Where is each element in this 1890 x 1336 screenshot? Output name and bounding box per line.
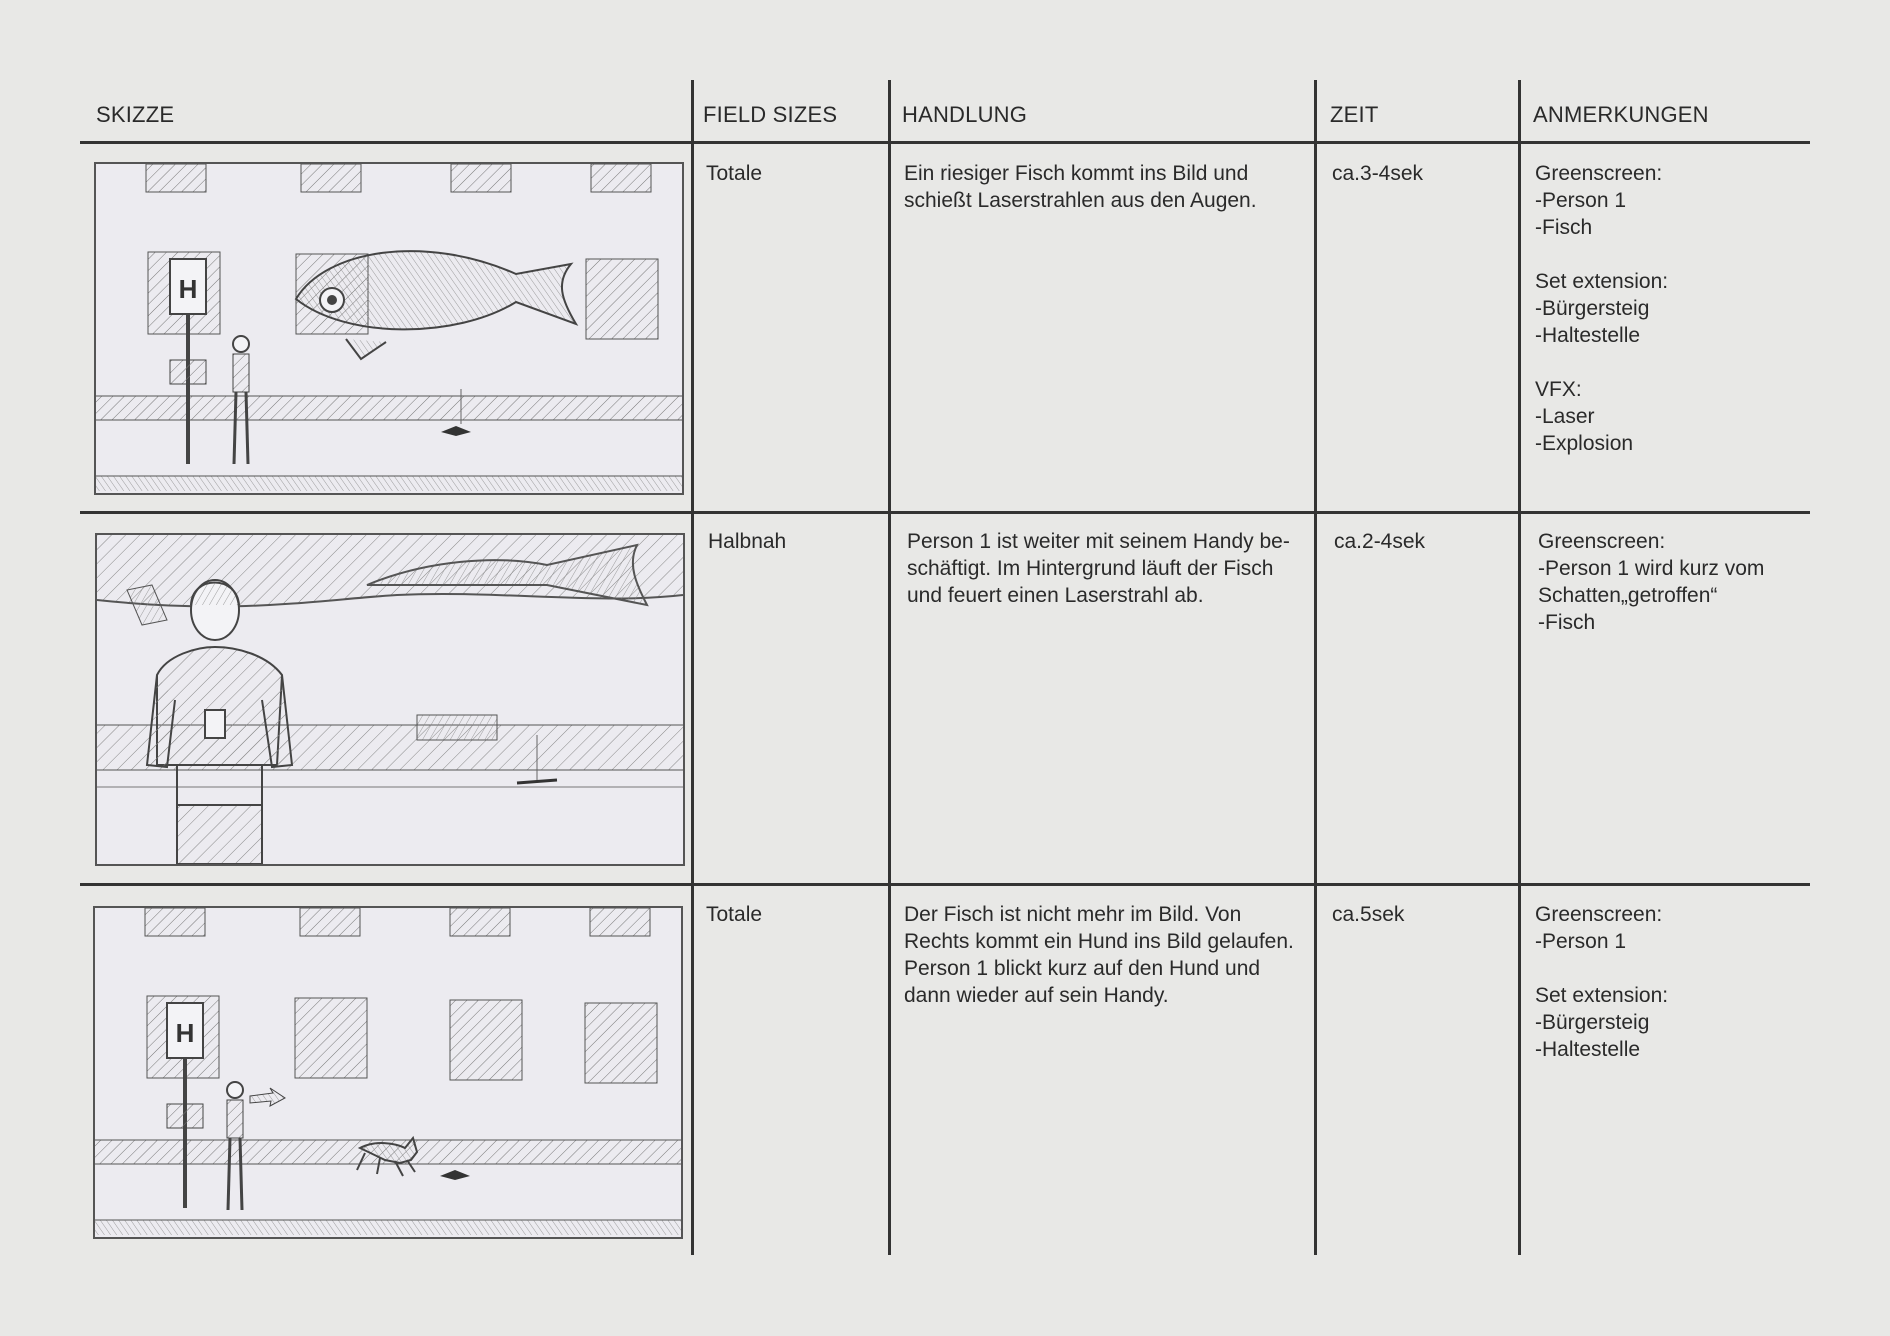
column-divider-2 bbox=[888, 80, 891, 1255]
header-handlung: HANDLUNG bbox=[902, 102, 1028, 127]
sketch-frame-2 bbox=[95, 533, 685, 866]
row-1-zeit: ca.3-4sek bbox=[1332, 162, 1424, 185]
header-field-sizes: FIELD SIZES bbox=[703, 102, 838, 127]
row-2-anmerkungen: Greenscreen: -Person 1 wird kurz vom Schatten„getroffen“ -Fisch bbox=[1538, 530, 1765, 634]
row-3-handlung: Der Fisch ist nicht mehr im Bild. Von Rechts kommt ein Hund ins Bild gelaufen. Person 1 blickt kurz auf den Hund und dann wieder auf sein Handy. bbox=[904, 903, 1294, 1007]
row-2-zeit: ca.2-4sek bbox=[1334, 530, 1426, 553]
column-divider-1 bbox=[691, 80, 694, 1255]
column-divider-3 bbox=[1314, 80, 1317, 1255]
row-2-field-size: Halbnah bbox=[708, 530, 787, 553]
row-1-anmerkungen: Greenscreen: -Person 1 -Fisch Set extension: -Bürgersteig -Haltestelle VFX: -Laser -Explosion bbox=[1535, 162, 1669, 455]
row-3-zeit: ca.5sek bbox=[1332, 903, 1405, 926]
row-1-field-size: Totale bbox=[706, 162, 763, 185]
column-divider-4 bbox=[1518, 80, 1521, 1255]
sketch-frame-1 bbox=[94, 162, 684, 495]
row-2-handlung: Person 1 ist weiter mit seinem Handy be- schäftigt. Im Hintergrund läuft der Fisch und feuert einen Laserstrahl ab. bbox=[907, 530, 1290, 607]
header-anmerkungen: ANMERKUNGEN bbox=[1533, 102, 1709, 127]
row-divider-1 bbox=[80, 511, 1810, 514]
sketch-frame-3 bbox=[93, 906, 683, 1239]
row-1-handlung: Ein riesiger Fisch kommt ins Bild und schießt Laserstrahlen aus den Augen. bbox=[904, 162, 1257, 212]
bus-stop-letter-1: H bbox=[178, 274, 198, 304]
row-3-field-size: Totale bbox=[706, 903, 763, 926]
header-zeit: ZEIT bbox=[1330, 102, 1379, 127]
row-divider-2 bbox=[80, 883, 1810, 886]
row-3-anmerkungen: Greenscreen: -Person 1 Set extension: -Bürgersteig -Haltestelle bbox=[1535, 903, 1669, 1061]
header-divider bbox=[80, 141, 1810, 144]
header-skizze: SKIZZE bbox=[96, 102, 175, 127]
bus-stop-letter-3: H bbox=[175, 1018, 195, 1048]
